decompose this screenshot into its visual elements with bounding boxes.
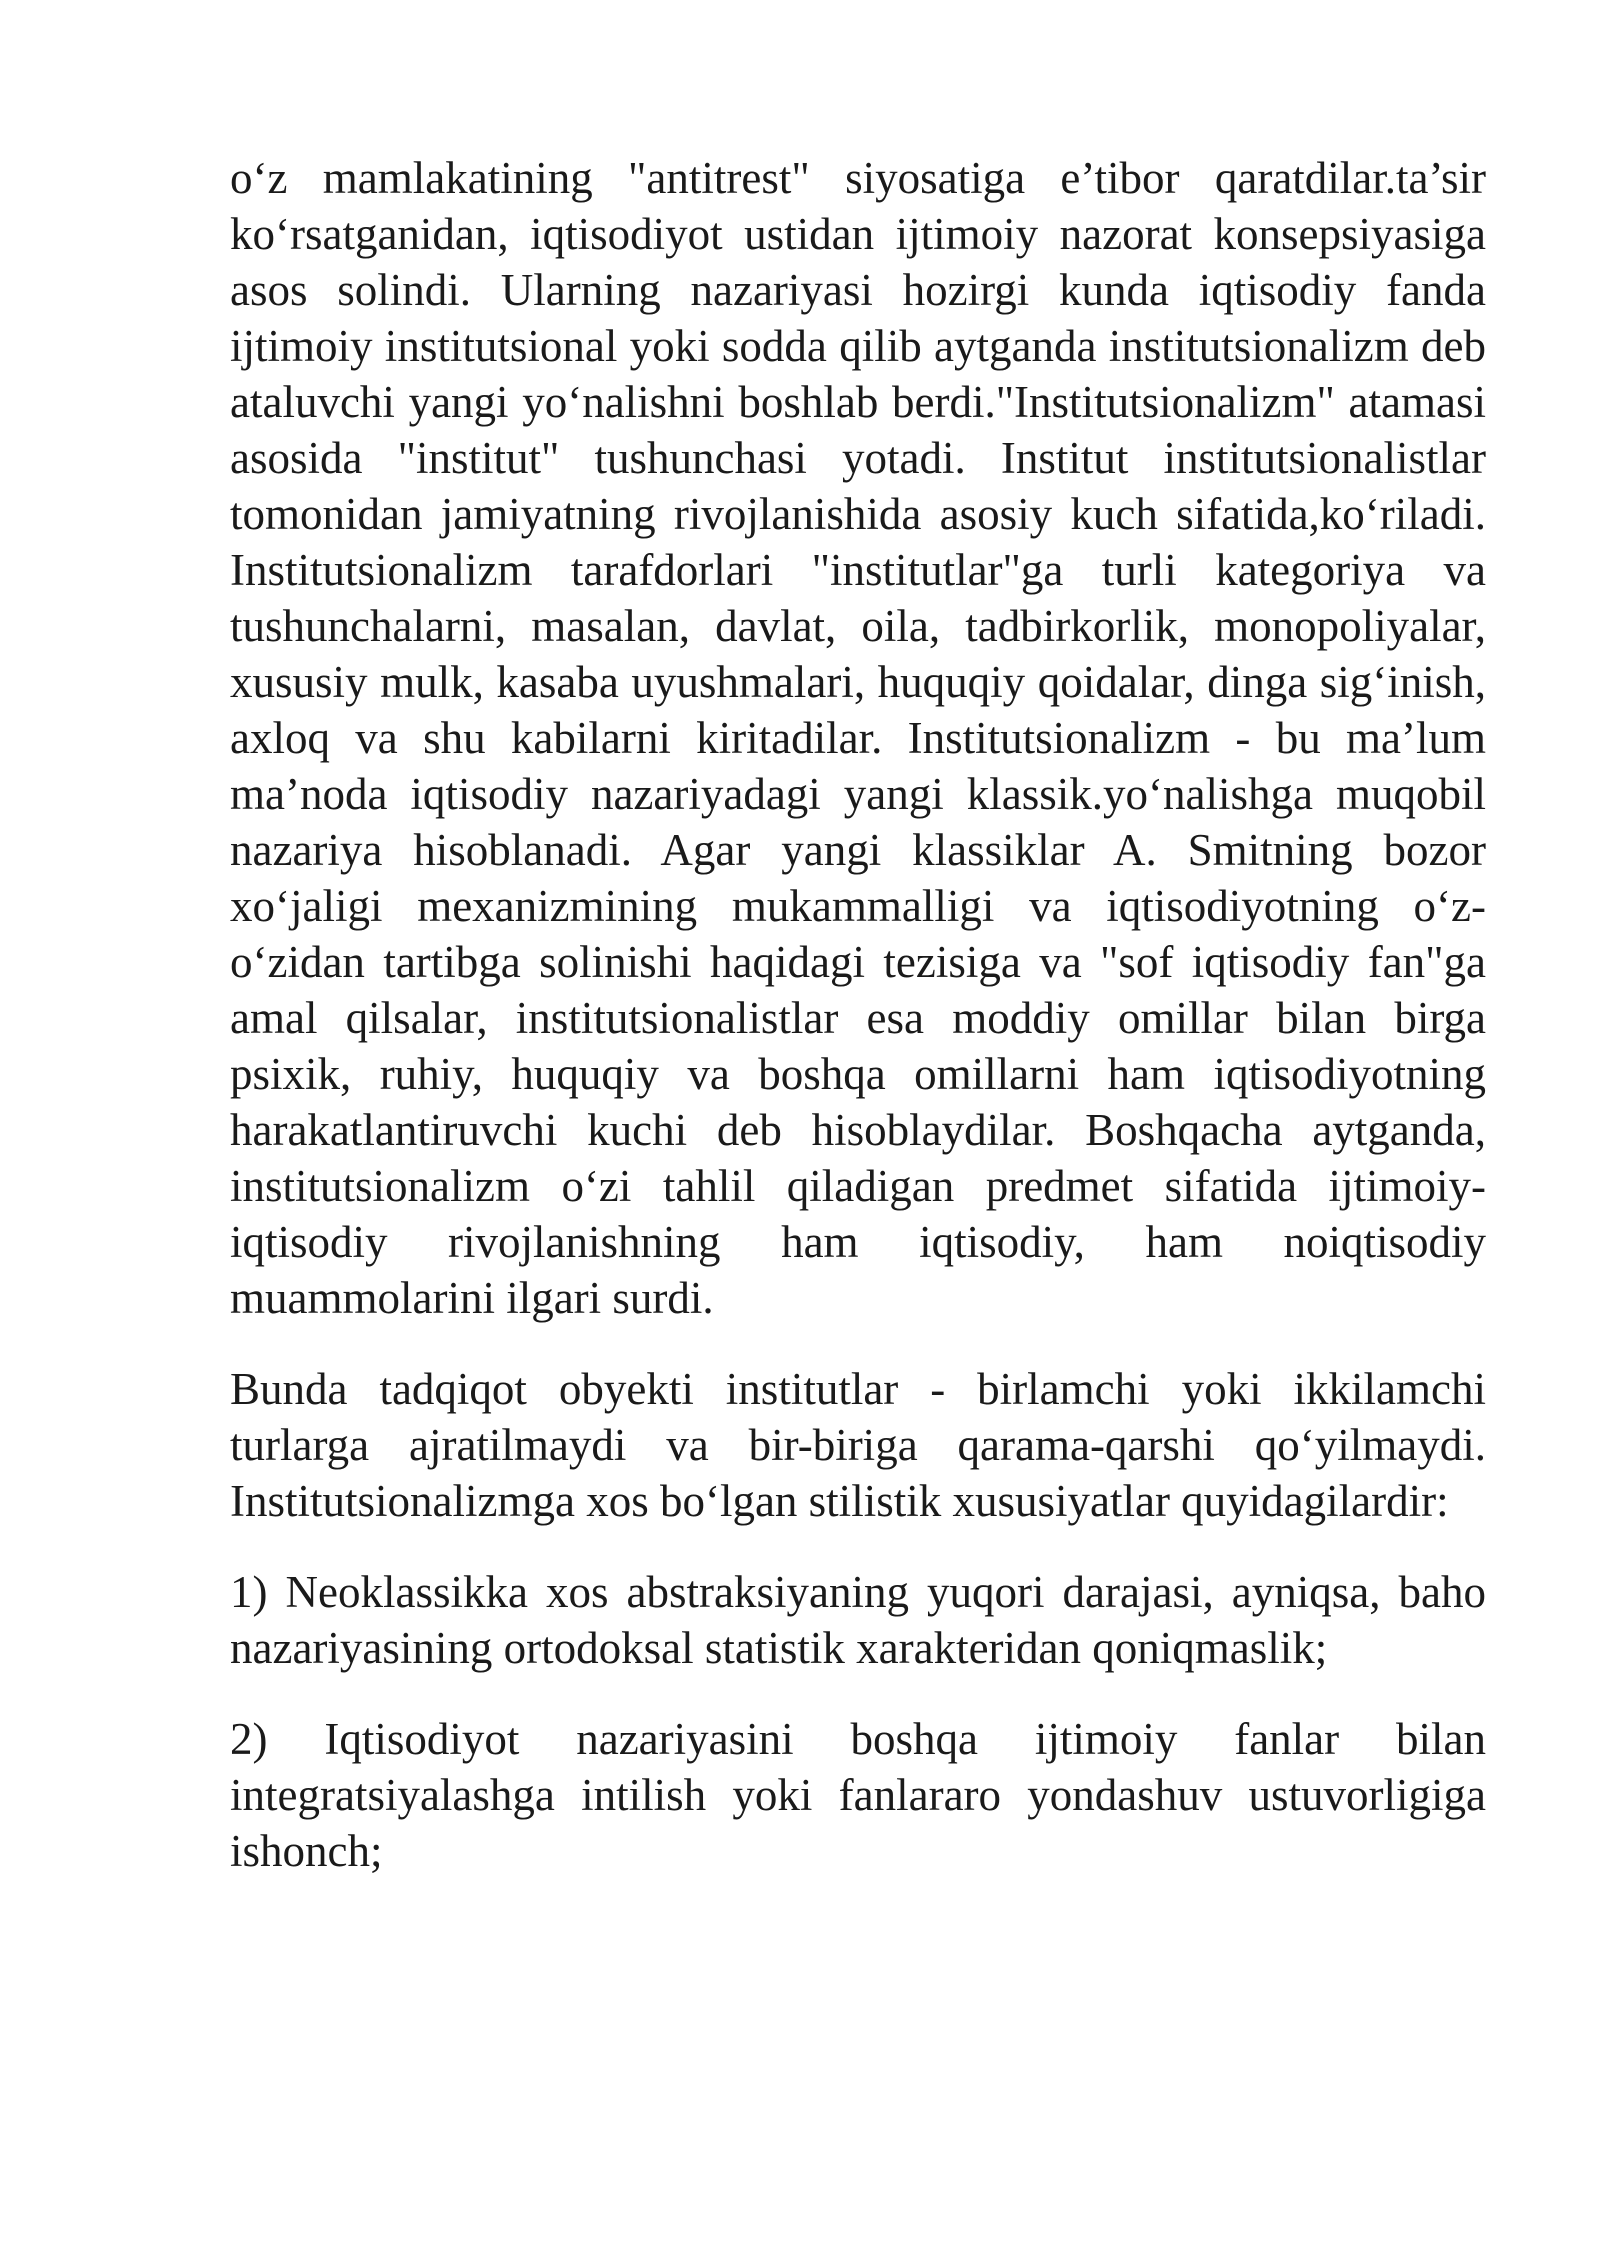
- document-page: [230, 150, 1486, 1914]
- paragraph-institutionalism-origins: o‘z mamlakatining "antitrest" siyosatiga e’tibor qaratdilar.ta’sir ko‘rsatganidan, iqtisodiyot ustidan ijtimoiy nazorat konsepsiyasiga asos solindi. Ularning nazariyasi hozirgi kunda iqtisodiy fanda ijtimoiy institutsional yoki sodda qilib aytganda institutsionalizm deb ataluvchi yangi yo‘nalishni boshlab berdi."Institutsionalizm" atamasi asosida "institut" tushunchasi yotadi. Institut institutsionalistlar tomonidan jamiyatning rivojlanishida asosiy kuch sifatida,ko‘riladi. Institutsionalizm tarafdorlari "institutlar"ga turli kategoriya va tushunchalarni, masalan, davlat, oila, tadbirkorlik, monopoliyalar, xususiy mulk, kasaba uyushmalari, huquqiy qoidalar, dinga sig‘inish, axloq va shu kabilarni kiritadilar. Institutsionalizm - bu ma’lum ma’noda iqtisodiy nazariyadagi yangi klassik.yo‘nalishga muqobil nazariya hisoblanadi. Agar yangi klassiklar A. Smitning bozor xo‘jaligi mexanizmining mukammalligi va iqtisodiyotning o‘z-o‘zidan tartibga solinishi haqidagi tezisiga va "sof iqtisodiy fan"ga amal qilsalar, institutsionalistlar esa moddiy omillar bilan birga psixik, ruhiy, huquqiy va boshqa omillarni ham iqtisodiyotning harakatlantiruvchi kuchi deb hisoblaydilar. Boshqacha aytganda, institutsionalizm o‘zi tahlil qiladigan predmet sifatida ijtimoiy-iqtisodiy rivojlanishning ham iqtisodiy, ham noiqtisodiy muammolarini ilgari surdi.: [230, 153, 1486, 1323]
- list-item-1: 1) Neoklassikka xos abstraksiyaning yuqori darajasi, ayniqsa, baho nazariyasining ortodoksal statistik xarakteridan qoniqmaslik;: [230, 1567, 1486, 1673]
- paragraph-research-object: Bunda tadqiqot obyekti institutlar - birlamchi yoki ikkilamchi turlarga ajratilmaydi va bir-biriga qarama-qarshi qo‘yilmaydi. Institutsionalizmga xos bo‘lgan stilistik xususiyatlar quyidagilardir:: [230, 1364, 1486, 1526]
- list-item-2: 2) Iqtisodiyot nazariyasini boshqa ijtimoiy fanlar bilan integratsiyalashga intilish yoki fanlararo yondashuv ustuvorligiga ishonch;: [230, 1714, 1486, 1876]
